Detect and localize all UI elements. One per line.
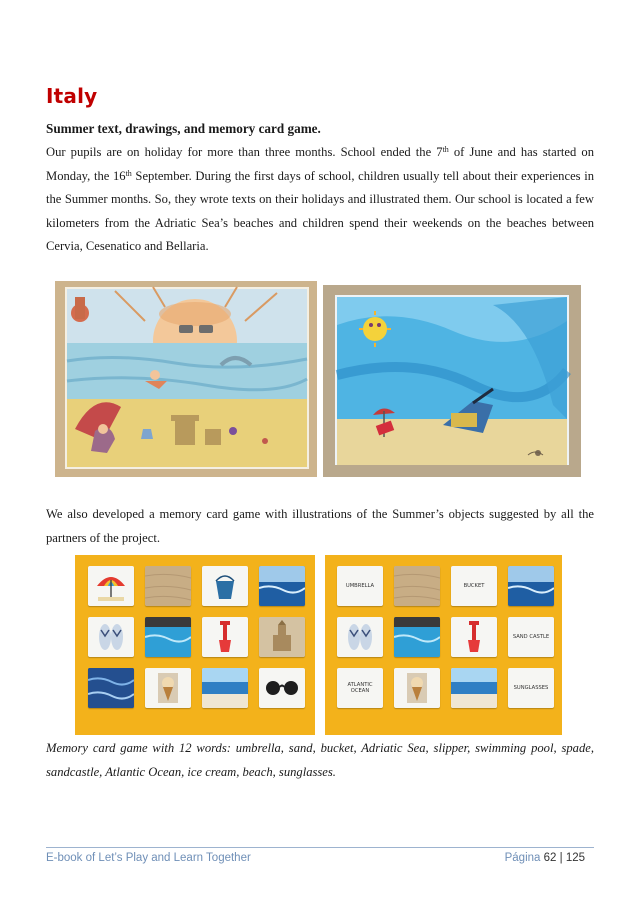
card-bucket [202,566,248,606]
memory-card-board-words [325,555,562,735]
card-slipper [337,617,383,657]
card-adriatic-sea [508,566,554,606]
footer-divider [46,847,594,848]
card-sunglasses [259,668,305,708]
memory-game-paragraph: We also developed a memory card game with illustrations of the Summer’s objects suggested by all the partners of the project. [46,507,594,545]
card-beach [202,668,248,708]
children-drawing-photo-1 [55,281,317,477]
card-sandcastle [259,617,305,657]
card-ice-cream [145,668,191,708]
section-subtitle: Summer text, drawings, and memory card game. [46,121,321,136]
card-spade [202,617,248,657]
card-adriatic-sea [259,566,305,606]
card-sand [394,566,440,606]
card-swimming-pool [394,617,440,657]
intro-paragraph: Our pupils are on holiday for more than three months. School ended the 7th of June and has started on Monday, the 16th September. During the first days of school, children usually tell about their experiences in the Summer months. So, they wrote texts on their holidays and illustrated them. Our school is located a few kilometers from the Adriatic Sea’s beaches and children spend their weekends on the beaches between Cervia, Cesenatico and Bellaria. [46,145,594,254]
section-heading: Italy [46,84,98,108]
card-swimming-pool [145,617,191,657]
card-slipper [88,617,134,657]
footer-book-title: E-book of Let’s Play and Learn Together [46,852,251,864]
figure-caption: Memory card game with 12 words: umbrella, sand, bucket, Adriatic Sea, slipper, swimming pool, spade, sandcastle, Atlantic Ocean, ice cream, beach, sunglasses. [46,741,594,779]
word-card-sand-castle: SAND CASTLE [508,617,554,657]
card-beach [451,668,497,708]
card-umbrella [88,566,134,606]
memory-card-board-pictures [75,555,315,735]
word-card-atlantic-ocean: ATLANTIC OCEAN [337,668,383,708]
card-spade [451,617,497,657]
card-atlantic-ocean [88,668,134,708]
word-card-sunglasses: SUNGLASSES [508,668,554,708]
word-card-umbrella: UMBRELLA [337,566,383,606]
card-ice-cream [394,668,440,708]
footer-page-number: Página 62 | 125 [504,852,585,864]
children-drawing-photo-2 [323,285,581,477]
word-card-bucket: BUCKET [451,566,497,606]
card-sand [145,566,191,606]
